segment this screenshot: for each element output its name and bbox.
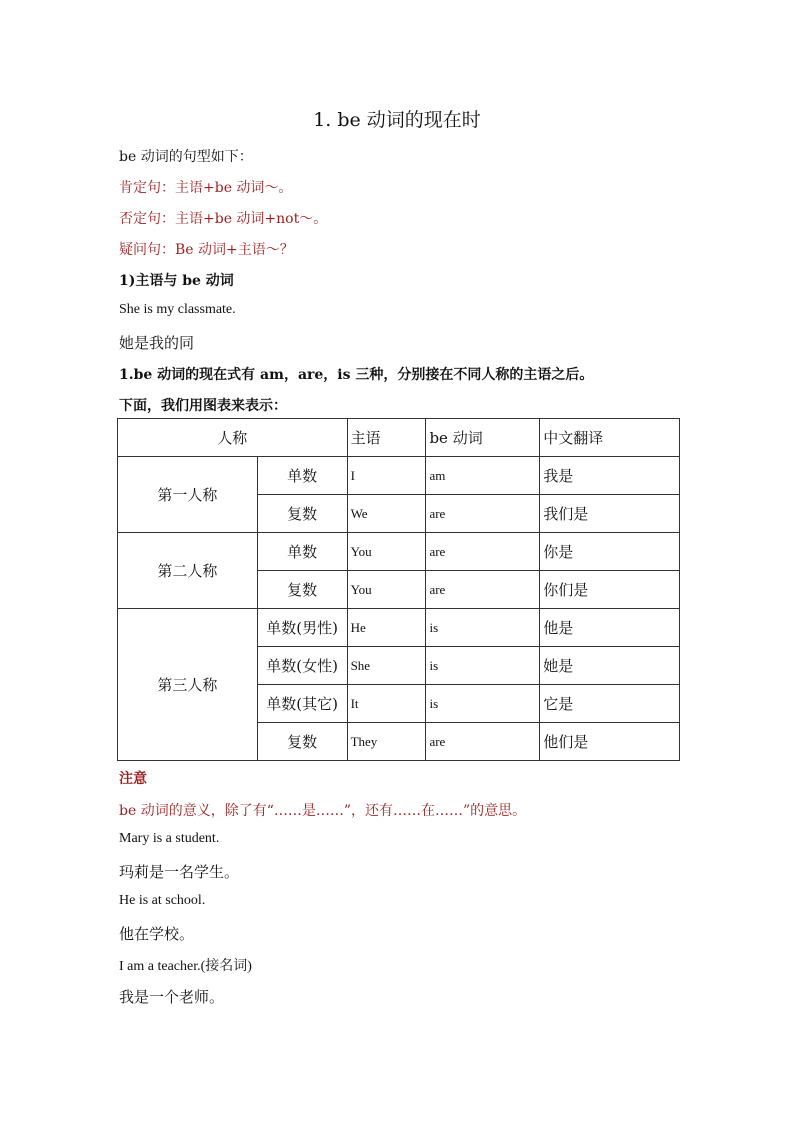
subject-cell: She (347, 647, 426, 685)
translation-cell: 你是 (540, 533, 680, 571)
be-cell: is (426, 609, 540, 647)
question-pattern: 疑问句：Be 动词+主语～？ (119, 242, 294, 258)
group-third-person: 第三人称 (118, 609, 258, 761)
example3-english: He is at school. (119, 893, 206, 908)
translation-cell: 他们是 (540, 723, 680, 761)
group-second-person: 第二人称 (118, 533, 258, 609)
translation-cell: 我们是 (540, 495, 680, 533)
example1-english: She is my classmate. (119, 302, 236, 317)
section1-heading: 1)主语与 be 动词 (119, 273, 234, 289)
table-row (118, 609, 680, 647)
intro-text: be 动词的句型如下： (119, 149, 253, 165)
number-cell: 单数(其它) (257, 685, 347, 723)
subject-cell: I (347, 457, 426, 495)
affirmative-pattern: 肯定句：主语+be 动词～。 (119, 180, 293, 196)
example4-chinese: 我是一个老师。 (119, 988, 225, 1006)
page-title: 1. be 动词的现在时 (313, 109, 481, 131)
be-cell: is (426, 647, 540, 685)
translation-cell: 我是 (540, 457, 680, 495)
table-header-row (118, 419, 680, 457)
subject-cell: We (347, 495, 426, 533)
header-subject: 主语 (347, 419, 426, 457)
number-cell: 复数 (257, 723, 347, 761)
example2-chinese: 玛莉是一名学生。 (119, 863, 240, 881)
number-cell: 单数 (257, 533, 347, 571)
header-be-verb: be 动词 (426, 419, 540, 457)
header-person: 人称 (118, 419, 348, 457)
negative-pattern: 否定句：主语+be 动词+not～。 (119, 211, 328, 227)
example4-english: I am a teacher.(接名词) (119, 959, 252, 974)
example2-english: Mary is a student. (119, 831, 220, 846)
be-cell: are (426, 571, 540, 609)
number-cell: 单数 (257, 457, 347, 495)
note-heading: 注意 (119, 771, 147, 787)
table-row (118, 457, 680, 495)
number-cell: 复数 (257, 495, 347, 533)
translation-cell: 你们是 (540, 571, 680, 609)
be-verb-table (117, 418, 680, 761)
note-text: be 动词的意义，除了有“……是……”，还有……在……”的意思。 (119, 803, 527, 819)
subject-cell: You (347, 533, 426, 571)
be-cell: are (426, 495, 540, 533)
table-row (118, 533, 680, 571)
be-cell: are (426, 723, 540, 761)
subject-cell: They (347, 723, 426, 761)
table-intro: 下面，我们用图表来表示： (119, 398, 287, 414)
example3-chinese: 他在学校。 (119, 925, 195, 943)
be-cell: are (426, 533, 540, 571)
subject-cell: He (347, 609, 426, 647)
rule-text: 1.be 动词的现在式有 am，are，is 三种，分别接在不同人称的主语之后。 (119, 367, 594, 383)
header-translation: 中文翻译 (540, 419, 680, 457)
example1-chinese: 她是我的同 (119, 334, 195, 352)
number-cell: 单数(男性) (257, 609, 347, 647)
subject-cell: You (347, 571, 426, 609)
group-first-person: 第一人称 (118, 457, 258, 533)
translation-cell: 他是 (540, 609, 680, 647)
number-cell: 复数 (257, 571, 347, 609)
translation-cell: 它是 (540, 685, 680, 723)
subject-cell: It (347, 685, 426, 723)
translation-cell: 她是 (540, 647, 680, 685)
number-cell: 单数(女性) (257, 647, 347, 685)
be-cell: is (426, 685, 540, 723)
be-cell: am (426, 457, 540, 495)
